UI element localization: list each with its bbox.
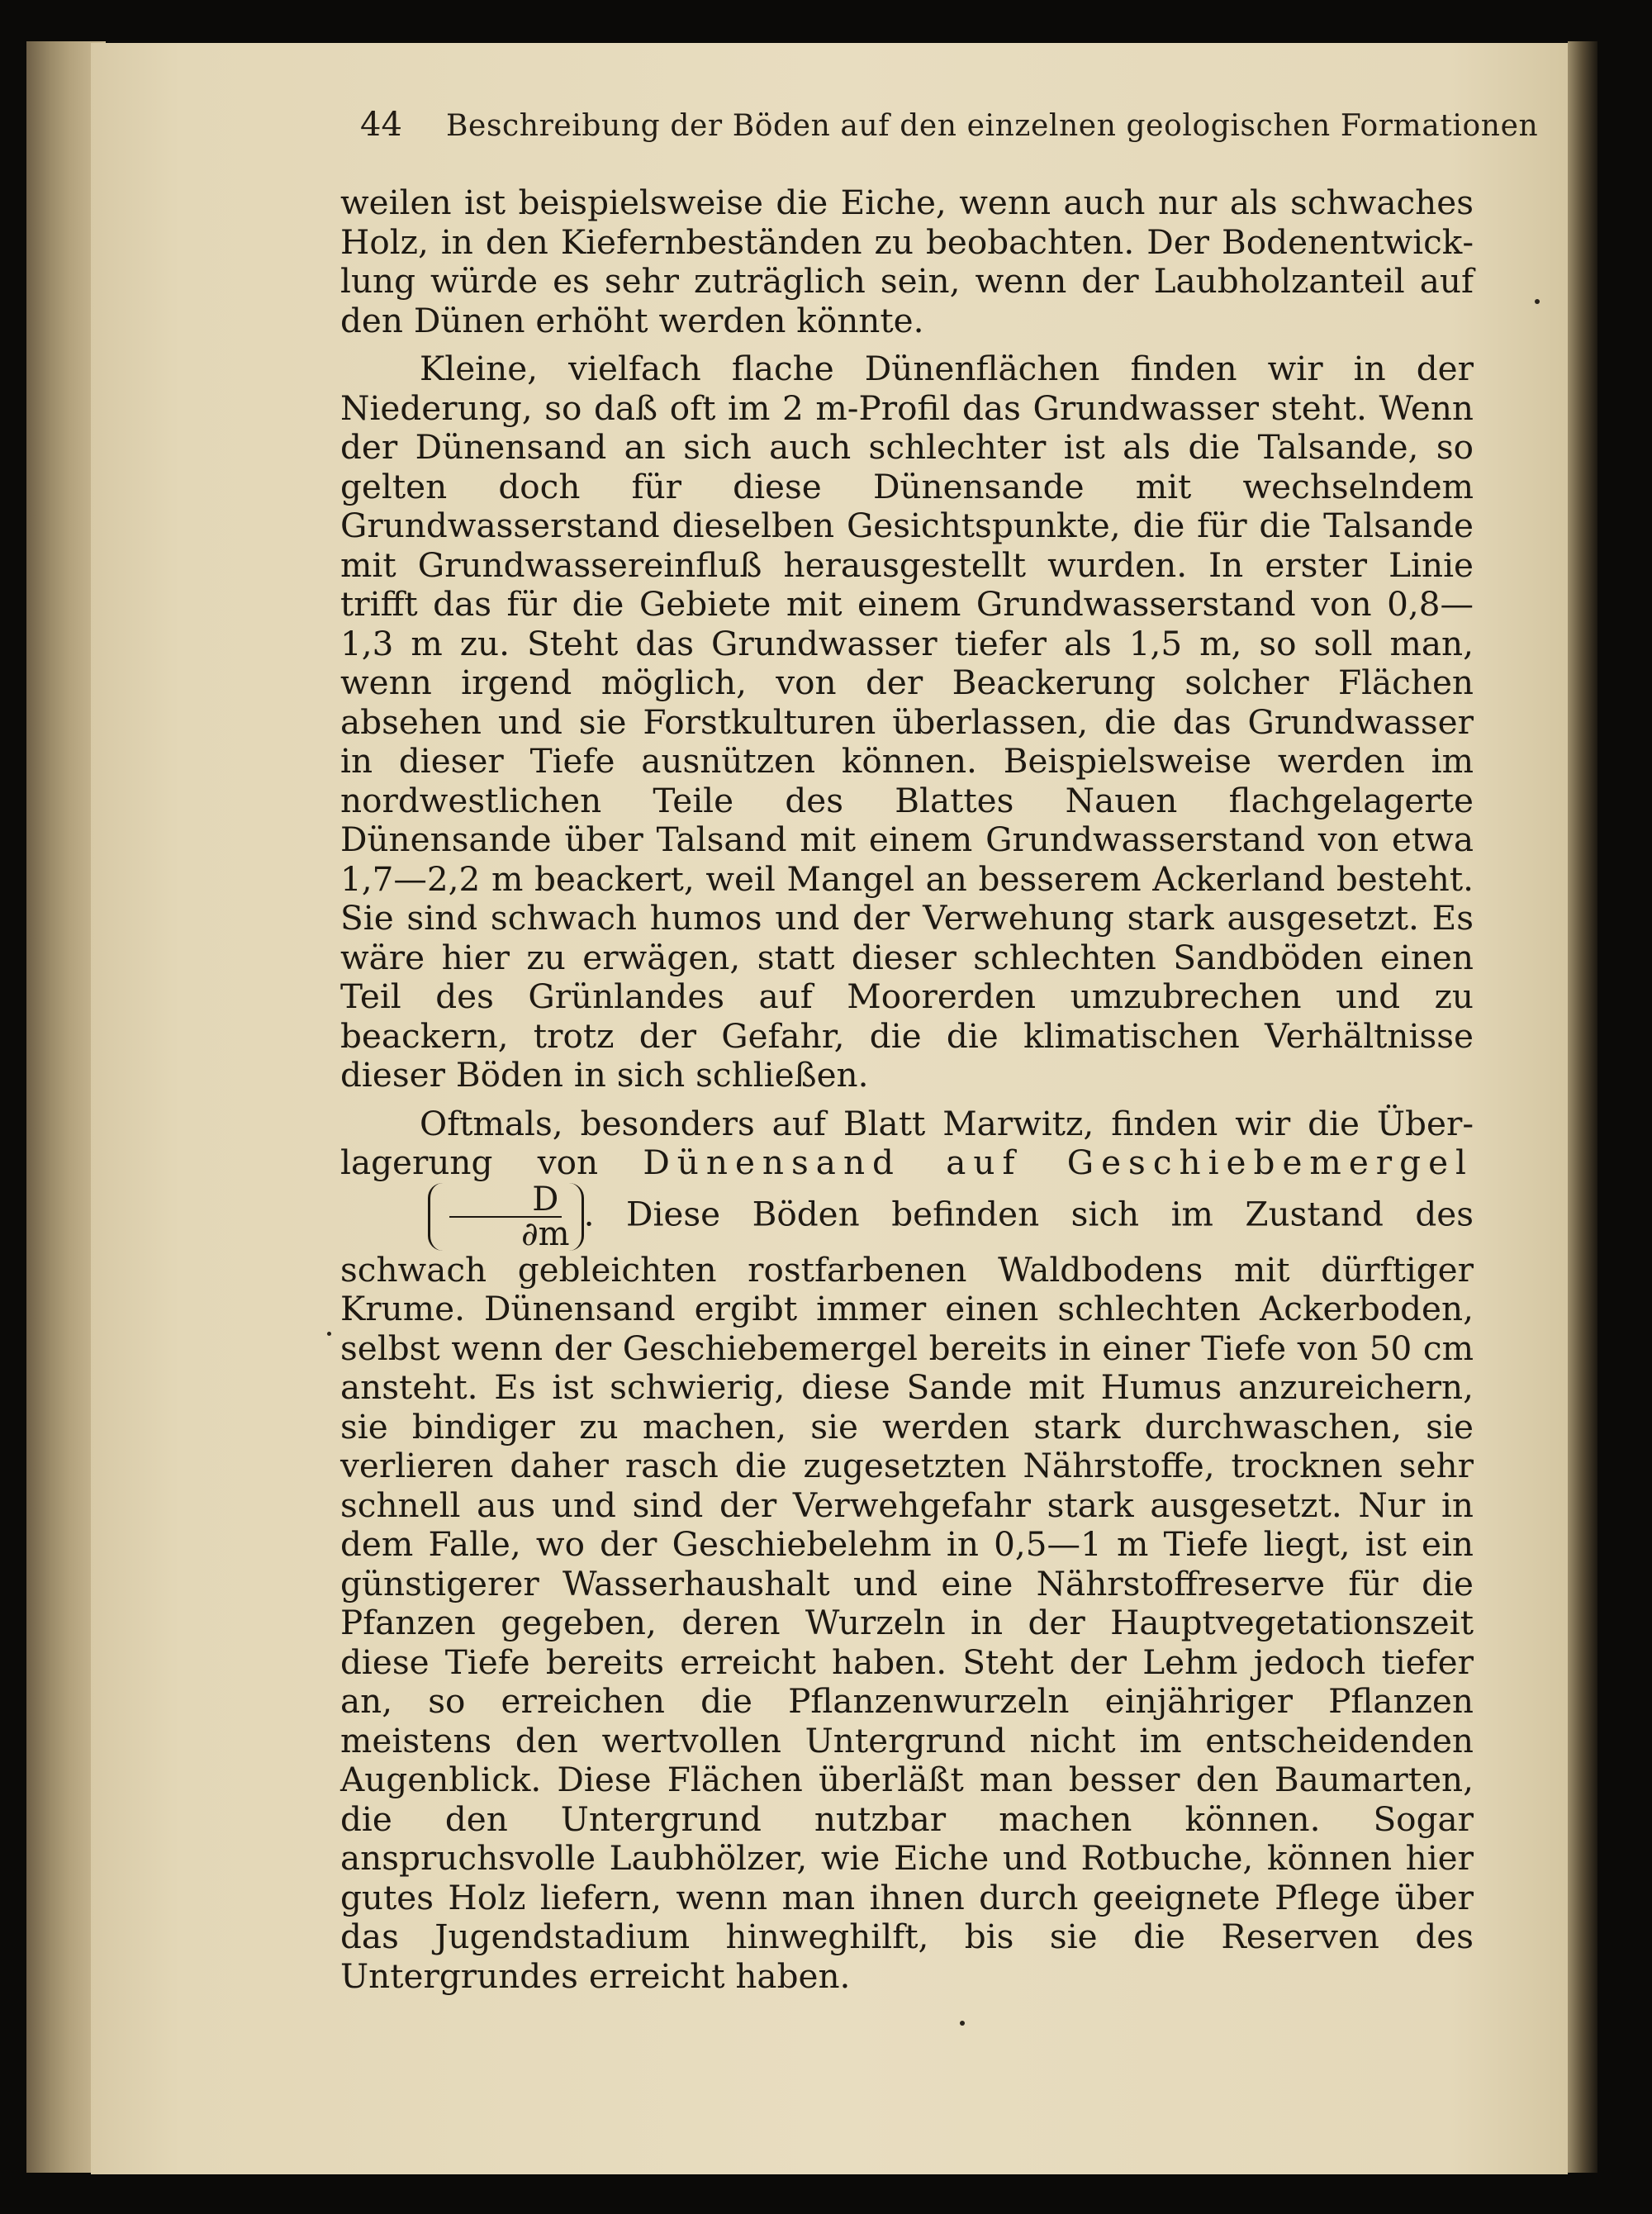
term-duenensand: Dünensand	[643, 1143, 901, 1182]
paragraph-1: weilen ist beispielsweise die Eiche, wenn auch nur als schwaches Holz, in den Kiefernbeständen zu beobachten. Der Bodenentwicklung würde es sehr zuträglich sein, wenn der Laubholzanteil auf den Dünen erhöht werden könnte.	[340, 183, 1474, 340]
page-header	[360, 106, 1539, 155]
soil-formula	[349, 1180, 584, 1253]
paragraph-3-intro: Oftmals, besonders auf Blatt Marwitz, finden wir die Überlagerung von	[340, 1103, 1474, 1182]
formula-denominator: ∂m	[521, 1214, 570, 1253]
formula-numerator: D	[449, 1183, 562, 1218]
paragraph-2: Kleine, vielfach flache Dünenflächen finden wir in der Niederung, so daß oft im 2 m-Profil das Grundwasser steht. Wenn der Dünensand an sich auch schlechter ist als die Talsande, so gelten doch für diese Dünensande mit wechselndem Grundwasserstand dieselben Gesichtspunkte, die für die Talsande mit Grundwassereinfluß herausgestellt wurden. In erster Linie trifft das für die Gebiete mit einem Grundwasserstand von 0,8—1,3 m zu. Steht das Grundwasser tiefer als 1,5 m, so soll man, wenn irgend möglich, von der Beackerung solcher Flächen absehen und sie Forstkulturen überlassen, die das Grundwasser in dieser Tiefe ausnützen können. Beispielsweise werden im nordwestlichen Teile des Blattes Nauen flachgelagerte Dünensande über Talsand mit einem Grundwasserstand von etwa 1,7—2,2 m beackert, weil Mangel an besserem Ackerland besteht. Sie sind schwach humos und der Verwehung stark ausgesetzt. Es wäre hier zu erwägen, statt dieser schlechten Sandböden einen Teil des Grünlandes auf Moorerden umzubrechen und zu beackern, trotz der Gefahr, die die klimatischen Verhältnisse dieser Böden in sich schließen.	[340, 349, 1474, 1095]
term-auf: auf	[946, 1143, 1023, 1182]
soil-formula-fraction	[428, 1180, 584, 1253]
body-text	[340, 183, 1474, 1996]
book-gutter-shadow	[1568, 41, 1597, 2173]
print-speck	[960, 2021, 965, 2026]
paragraph-3-rest: Diese Böden befinden sich im Zustand des schwach gebleichten rostfarbenen Waldbodens mit dürftiger Krume. Dünensand ergibt immer einen schlechten Ackerboden, selbst wenn der Geschiebemergel bereits in einer Tiefe von 50 cm ansteht. Es ist schwierig, diese Sande mit Humus anzureichern, sie bindiger zu machen, sie werden stark durchwaschen, sie verlieren daher rasch die zugesetzten Nährstoffe, trocknen sehr schnell aus und sind der Verwehgefahr stark ausgesetzt. Nur in dem Falle, wo der Geschiebelehm in 0,5—1 m Tiefe liegt, ist ein günstigerer Wasserhaushalt und eine Nährstoffreserve für die Pfanzen gegeben, deren Wurzeln in der Hauptvegetationszeit diese Tiefe bereits erreicht haben. Steht der Lehm jedoch tiefer an, so erreichen die Pflanzenwurzeln einjähriger Pflanzen meistens den wertvollen Untergrund nicht im entscheidenden Augenblick. Diese Flächen überläßt man besser den Baumarten, die den Untergrund nutzbar machen können. Sogar anspruchsvolle Laubhölzer, wie Eiche und Rotbuche, können hier gutes Holz liefern, wenn man ihnen durch geeignete Pflege über das Jugendstadium hinweghilft, bis sie die Reserven des Untergrundes erreicht haben.	[340, 1194, 1474, 1996]
running-head: Beschreibung der Böden auf den einzelnen geologischen Formationen	[446, 109, 1539, 143]
print-speck	[327, 1332, 331, 1336]
print-speck	[1535, 299, 1540, 304]
paragraph-3	[340, 1105, 1474, 1997]
formula-period: .	[583, 1194, 595, 1233]
term-geschiebemergel: Geschiebemergel	[1066, 1143, 1474, 1182]
page-number: 44	[360, 106, 402, 144]
